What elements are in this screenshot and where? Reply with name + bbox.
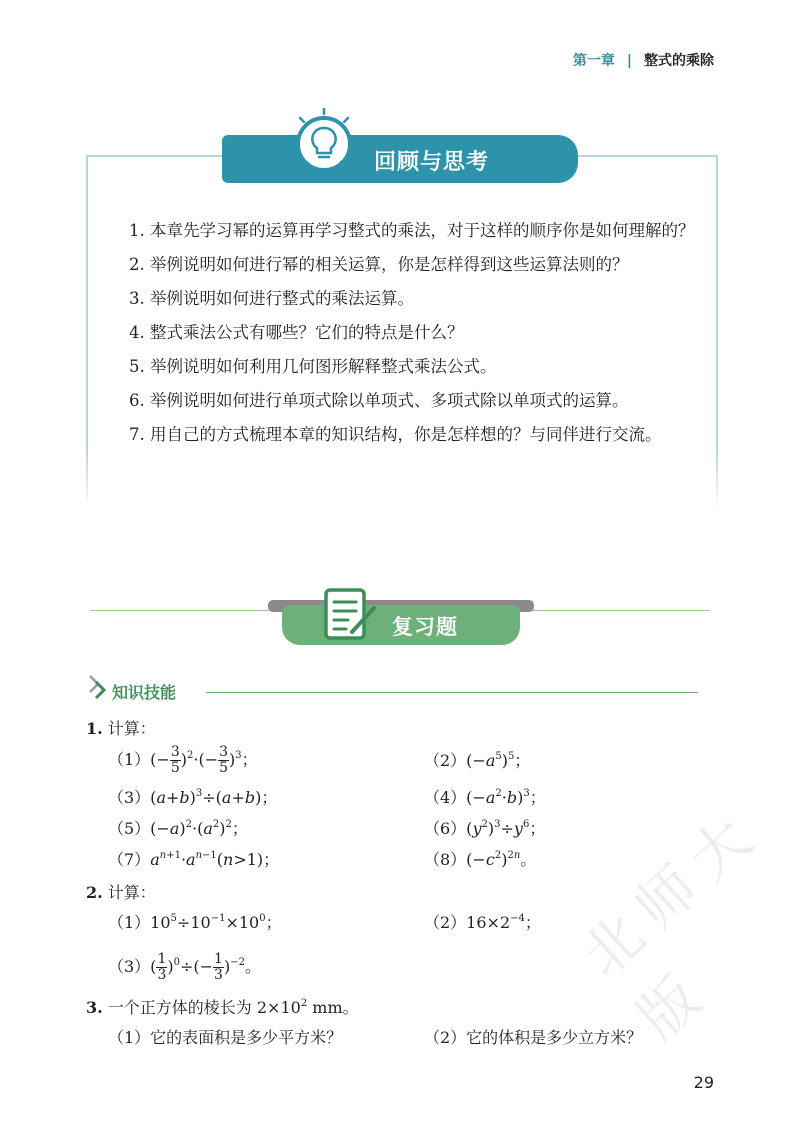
- q3-item-1: （1）它的表面积是多少平方米？: [108, 1028, 343, 1047]
- watermark: 北师大版: [568, 795, 775, 1053]
- q1-item-5: $(5)(-a)^2\cdot(a^2)^2$；: [108, 819, 248, 838]
- header-separator: |: [626, 53, 632, 69]
- review-question: 2. 举例说明如何进行幂的相关运算，你是怎样得到这些运算法则的？: [129, 255, 629, 274]
- lightbulb-icon: [290, 108, 370, 188]
- section-title: 知识技能: [112, 683, 177, 702]
- q1-item-6: $(6)(y^2)^3\div y^6$；: [424, 819, 546, 838]
- q2-item-2: $(2)16\times 2^{-4}$；: [424, 913, 541, 932]
- question-1: 1. 计算：: [86, 719, 156, 738]
- q1-item-7: $(7)a^{n+1}\cdot a^{n-1}(n>1)$；: [108, 850, 280, 869]
- chapter-label: 第一章: [572, 53, 615, 69]
- exercises-title: 复习题: [392, 614, 458, 639]
- review-question: 5. 举例说明如何利用几何图形解释整式乘法公式。: [129, 357, 497, 376]
- q2-item-3: （3）( $\frac{1}{3}$ )$^0$÷(− $\frac{1}{3}$ )$^{-2}$。: [108, 951, 261, 983]
- review-question: 7. 用自己的方式梳理本章的知识结构，你是怎样想的？与同伴进行交流。: [129, 425, 662, 444]
- q1-item-1: （1）(− $\frac{3}{5}$ )$^2$·(− $\frac{3}{5}$ )$^3$；: [108, 744, 258, 776]
- review-question: 1. 本章先学习幂的运算再学习整式的乘法，对于这样的顺序你是如何理解的？: [129, 221, 695, 240]
- review-title: 回顾与思考: [374, 149, 490, 175]
- review-banner: [222, 135, 578, 183]
- q3-item-2: （2）它的体积是多少立方米？: [424, 1028, 643, 1047]
- review-question: 6. 举例说明如何进行单项式除以单项式、多项式除以单项式的运算。: [129, 391, 629, 410]
- q1-item-4: $(4)(-a^2\cdot b)^3$；: [424, 788, 546, 807]
- notebook-pen-icon: [320, 586, 380, 646]
- chevron-right-icon: [86, 672, 110, 700]
- review-questions: [96, 214, 700, 452]
- page-header: [573, 50, 714, 70]
- review-question: 4. 整式乘法公式有哪些？它们的特点是什么？: [129, 323, 464, 342]
- q2-item-1: $(1)10^5\div 10^{-1}\times 10^0$；: [108, 913, 282, 932]
- q1-item-8: $(8)(-c^2)^{2n}$。: [424, 850, 537, 869]
- chapter-title: 整式的乘除: [644, 53, 714, 69]
- question-2: 2. 计算：: [86, 883, 156, 902]
- question-3: 3. 一个正方体的棱长为 $2\times 10^2$ mm。: [86, 998, 359, 1017]
- exercises-banner: [282, 605, 520, 645]
- q1-item-3: $(3)(a+b)^3\div(a+b)$；: [108, 788, 278, 807]
- review-question: 3. 举例说明如何进行整式的乘法运算。: [129, 289, 414, 308]
- q1-item-2: $(2)(-a^5)^5$；: [424, 751, 531, 770]
- page-number: 29: [693, 1073, 714, 1092]
